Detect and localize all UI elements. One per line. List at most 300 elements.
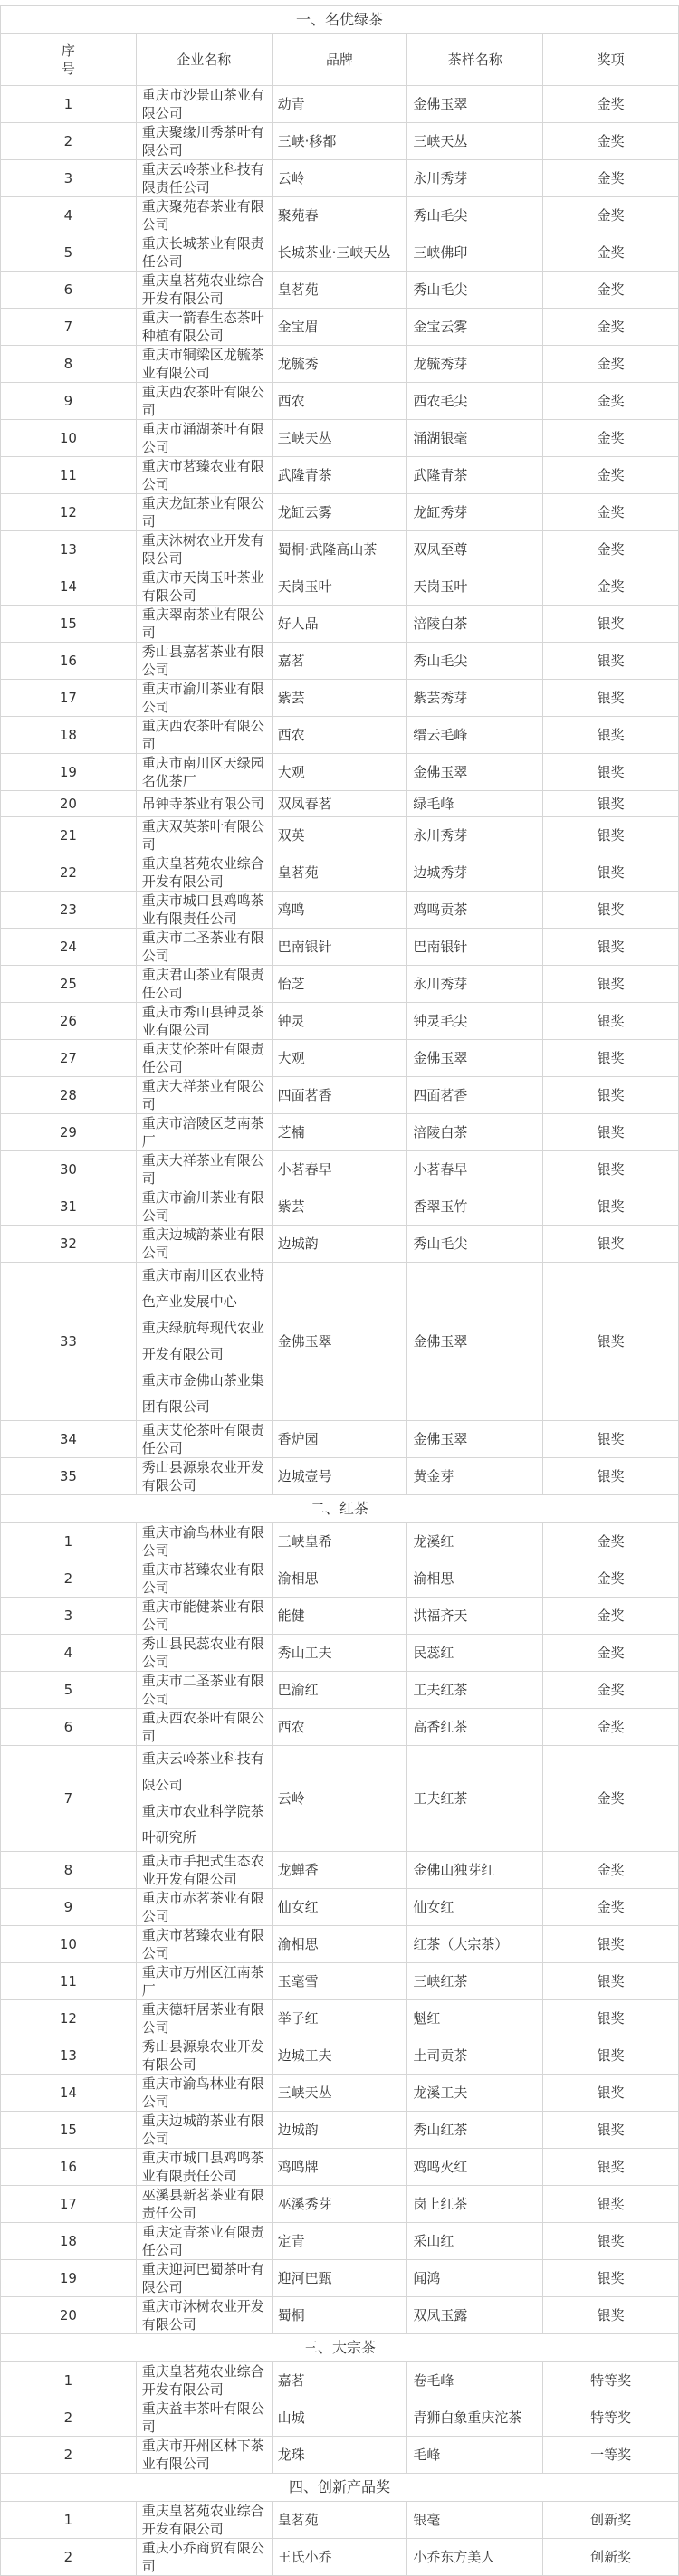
row-number: 8 xyxy=(1,1852,137,1889)
row-number: 31 xyxy=(1,1188,137,1226)
company-name xyxy=(136,383,272,420)
row-number: 17 xyxy=(1,680,137,717)
tea-name: 龙溪红 xyxy=(407,1523,543,1560)
tea-name: 三峡天丛 xyxy=(407,123,543,160)
company-name xyxy=(136,2539,272,2576)
row-number: 19 xyxy=(1,754,137,791)
award-level: 金奖 xyxy=(543,1746,679,1852)
company-name-line: 重庆艾伦茶叶有限责任公司 xyxy=(141,1422,264,1456)
tea-name: 卷毛峰 xyxy=(407,2362,543,2399)
table-row xyxy=(1,494,679,531)
company-name xyxy=(136,1889,272,1926)
company-name xyxy=(136,197,272,234)
brand-name: 山城 xyxy=(272,2399,407,2437)
company-name xyxy=(136,2297,272,2334)
row-number: 12 xyxy=(1,2000,137,2037)
row-number: 27 xyxy=(1,1040,137,1077)
tea-name: 金佛玉翠 xyxy=(407,1421,543,1458)
row-number: 34 xyxy=(1,1421,137,1458)
brand-name: 秀山工夫 xyxy=(272,1635,407,1672)
award-level: 金奖 xyxy=(543,197,679,234)
header-no: 序 号 xyxy=(1,34,137,86)
company-name-line: 重庆市渝川茶业有限公司 xyxy=(141,1189,264,1224)
table-row xyxy=(1,1040,679,1077)
company-name xyxy=(136,1458,272,1495)
tea-name: 龙溪工夫 xyxy=(407,2075,543,2112)
table-row xyxy=(1,383,679,420)
company-name xyxy=(136,817,272,854)
brand-name: 动青 xyxy=(272,86,407,123)
row-number: 7 xyxy=(1,309,137,346)
row-number: 9 xyxy=(1,1889,137,1926)
brand-name: 嘉茗 xyxy=(272,2362,407,2399)
row-number: 20 xyxy=(1,791,137,817)
award-level: 银奖 xyxy=(543,1926,679,1963)
company-name-line: 重庆皇茗苑农业综合开发有限公司 xyxy=(141,2503,264,2537)
company-name-line: 重庆云岭茶业科技有限责任公司 xyxy=(141,161,264,196)
tea-name: 洪福齐天 xyxy=(407,1598,543,1635)
table-row xyxy=(1,754,679,791)
row-number: 1 xyxy=(1,1523,137,1560)
award-level: 银奖 xyxy=(543,2075,679,2112)
award-level: 银奖 xyxy=(543,892,679,929)
award-level: 银奖 xyxy=(543,717,679,754)
brand-name: 玉毫雪 xyxy=(272,1963,407,2000)
row-number: 4 xyxy=(1,197,137,234)
tea-name: 小乔东方美人 xyxy=(407,2539,543,2576)
company-name-line: 重庆一箭春生态茶叶种植有限公司 xyxy=(141,310,264,344)
company-name-line: 重庆市农业科学院茶叶研究所 xyxy=(141,1803,264,1846)
tea-name: 三峡佛印 xyxy=(407,234,543,272)
company-name-line: 重庆益丰茶叶有限公司 xyxy=(141,2400,264,2435)
company-name xyxy=(136,2186,272,2223)
row-number: 18 xyxy=(1,717,137,754)
row-number: 16 xyxy=(1,643,137,680)
company-name-line: 重庆市开州区林下茶业有限公司 xyxy=(141,2438,264,2472)
tea-name: 金宝云雾 xyxy=(407,309,543,346)
tea-name: 秀山毛尖 xyxy=(407,643,543,680)
company-name-line: 吊钟寺茶业有限公司 xyxy=(141,796,264,812)
company-name-line: 重庆大祥茶业有限公司 xyxy=(141,1078,264,1112)
award-level: 金奖 xyxy=(543,1852,679,1889)
award-level: 银奖 xyxy=(543,791,679,817)
row-number: 14 xyxy=(1,568,137,606)
tea-name: 金佛玉翠 xyxy=(407,86,543,123)
award-level: 银奖 xyxy=(543,966,679,1003)
company-name xyxy=(136,272,272,309)
company-name xyxy=(136,966,272,1003)
brand-name: 香炉园 xyxy=(272,1421,407,1458)
brand-name: 渝相思 xyxy=(272,1926,407,1963)
header-company: 企业名称 xyxy=(136,34,272,86)
table-row xyxy=(1,717,679,754)
brand-name: 边城工夫 xyxy=(272,2037,407,2075)
company-name-line: 重庆市城口县鸡鸣茶业有限责任公司 xyxy=(141,892,264,927)
row-number: 1 xyxy=(1,86,137,123)
award-level: 银奖 xyxy=(543,817,679,854)
company-name-line: 重庆市涪陵区芝南茶厂 xyxy=(141,1115,264,1150)
table-row xyxy=(1,1852,679,1889)
company-name xyxy=(136,346,272,383)
row-number: 7 xyxy=(1,1746,137,1852)
table-row xyxy=(1,531,679,568)
table-row xyxy=(1,1560,679,1598)
award-level: 银奖 xyxy=(543,1263,679,1421)
company-name xyxy=(136,1188,272,1226)
tea-name: 金佛玉翠 xyxy=(407,754,543,791)
row-number: 14 xyxy=(1,2075,137,2112)
company-name-line: 重庆西农茶叶有限公司 xyxy=(141,1710,264,1744)
company-name xyxy=(136,123,272,160)
table-row xyxy=(1,2260,679,2297)
company-name-line: 重庆大祥茶业有限公司 xyxy=(141,1152,264,1187)
award-level: 银奖 xyxy=(543,643,679,680)
company-name-line: 重庆市万州区江南茶厂 xyxy=(141,1964,264,1999)
row-number: 2 xyxy=(1,2437,137,2474)
tea-name: 工夫红茶 xyxy=(407,1672,543,1709)
brand-name: 鸡鸣 xyxy=(272,892,407,929)
award-level: 银奖 xyxy=(543,929,679,966)
table-row xyxy=(1,606,679,643)
row-number: 5 xyxy=(1,1672,137,1709)
section-title-row xyxy=(1,2334,679,2362)
company-name xyxy=(136,420,272,457)
award-level: 金奖 xyxy=(543,1635,679,1672)
table-row xyxy=(1,643,679,680)
brand-name: 云岭 xyxy=(272,1746,407,1852)
company-name xyxy=(136,2223,272,2260)
brand-name: 金宝眉 xyxy=(272,309,407,346)
tea-name: 土司贡茶 xyxy=(407,2037,543,2075)
brand-name: 举子红 xyxy=(272,2000,407,2037)
row-number: 13 xyxy=(1,531,137,568)
row-number: 15 xyxy=(1,2112,137,2149)
company-name xyxy=(136,1003,272,1040)
company-name-line: 秀山县源泉农业开发有限公司 xyxy=(141,1459,264,1493)
table-row xyxy=(1,2037,679,2075)
row-number: 35 xyxy=(1,1458,137,1495)
tea-name: 三峡红茶 xyxy=(407,1963,543,2000)
company-name xyxy=(136,2037,272,2075)
brand-name: 迎河巴甄 xyxy=(272,2260,407,2297)
section-title-row xyxy=(1,6,679,34)
table-row xyxy=(1,2075,679,2112)
company-name xyxy=(136,1709,272,1746)
table-row xyxy=(1,2223,679,2260)
row-number: 32 xyxy=(1,1226,137,1263)
table-row xyxy=(1,854,679,892)
company-name xyxy=(136,754,272,791)
brand-name: 双凤春茗 xyxy=(272,791,407,817)
company-name xyxy=(136,791,272,817)
company-name xyxy=(136,531,272,568)
company-name-line: 重庆市沙景山茶业有限公司 xyxy=(141,87,264,121)
row-number: 24 xyxy=(1,929,137,966)
company-name xyxy=(136,2362,272,2399)
tea-name: 青狮白象重庆沱茶 xyxy=(407,2399,543,2437)
company-name-line: 重庆市涌湖茶叶有限公司 xyxy=(141,421,264,455)
company-name-line: 巫溪县新茗茶业有限责任公司 xyxy=(141,2187,264,2221)
table-row xyxy=(1,272,679,309)
section-title-row xyxy=(1,2474,679,2502)
brand-name: 大观 xyxy=(272,754,407,791)
company-name-line: 重庆市茗臻农业有限公司 xyxy=(141,1561,264,1596)
award-level: 金奖 xyxy=(543,1560,679,1598)
company-name-line: 重庆市天岗玉叶茶业有限公司 xyxy=(141,569,264,604)
award-level: 银奖 xyxy=(543,1188,679,1226)
row-number: 2 xyxy=(1,2399,137,2437)
company-name xyxy=(136,1560,272,1598)
row-number: 12 xyxy=(1,494,137,531)
award-level: 银奖 xyxy=(543,1114,679,1151)
table-row xyxy=(1,420,679,457)
brand-name: 小茗春早 xyxy=(272,1151,407,1188)
table-row xyxy=(1,1226,679,1263)
brand-name: 好人品 xyxy=(272,606,407,643)
award-table xyxy=(0,5,679,2576)
row-number: 3 xyxy=(1,160,137,197)
award-level: 银奖 xyxy=(543,606,679,643)
tea-name: 天岗玉叶 xyxy=(407,568,543,606)
company-name-line: 重庆定青茶业有限责任公司 xyxy=(141,2224,264,2258)
company-name-line: 重庆边城韵茶业有限公司 xyxy=(141,2113,264,2147)
brand-name: 边城韵 xyxy=(272,1226,407,1263)
company-name xyxy=(136,1151,272,1188)
brand-name: 龙毓秀 xyxy=(272,346,407,383)
award-level: 金奖 xyxy=(543,86,679,123)
tea-name: 永川秀芽 xyxy=(407,817,543,854)
tea-name: 西农毛尖 xyxy=(407,383,543,420)
brand-name: 龙珠 xyxy=(272,2437,407,2474)
table-row xyxy=(1,568,679,606)
company-name xyxy=(136,1963,272,2000)
brand-name: 怡芝 xyxy=(272,966,407,1003)
company-name xyxy=(136,2399,272,2437)
award-level: 金奖 xyxy=(543,568,679,606)
award-level: 银奖 xyxy=(543,1040,679,1077)
brand-name: 三峡·移都 xyxy=(272,123,407,160)
company-name-line: 重庆皇茗苑农业综合开发有限公司 xyxy=(141,2363,264,2398)
tea-name: 双凤玉露 xyxy=(407,2297,543,2334)
tea-name: 紫芸秀芽 xyxy=(407,680,543,717)
company-name xyxy=(136,2075,272,2112)
row-number: 18 xyxy=(1,2223,137,2260)
award-level: 银奖 xyxy=(543,1151,679,1188)
award-level: 金奖 xyxy=(543,531,679,568)
award-level: 金奖 xyxy=(543,346,679,383)
company-name xyxy=(136,892,272,929)
company-name-line: 重庆市秀山县钟灵茶业有限公司 xyxy=(141,1004,264,1038)
table-header-row xyxy=(1,34,679,86)
table-row xyxy=(1,2437,679,2474)
tea-name: 武隆青茶 xyxy=(407,457,543,494)
tea-name: 秀山毛尖 xyxy=(407,272,543,309)
award-level: 银奖 xyxy=(543,854,679,892)
table-row xyxy=(1,197,679,234)
company-name-line: 重庆皇茗苑农业综合开发有限公司 xyxy=(141,272,264,307)
brand-name: 蜀桐 xyxy=(272,2297,407,2334)
company-name xyxy=(136,1598,272,1635)
tea-name: 毛峰 xyxy=(407,2437,543,2474)
award-level: 金奖 xyxy=(543,383,679,420)
award-level: 银奖 xyxy=(543,2112,679,2149)
brand-name: 三峡天丛 xyxy=(272,2075,407,2112)
brand-name: 巴渝红 xyxy=(272,1672,407,1709)
company-name-line: 重庆云岭茶业科技有限公司 xyxy=(141,1751,264,1793)
table-row xyxy=(1,1263,679,1421)
row-number: 28 xyxy=(1,1077,137,1114)
row-number: 26 xyxy=(1,1003,137,1040)
section-title: 一、名优绿茶 xyxy=(1,6,679,34)
company-name xyxy=(136,854,272,892)
award-level: 银奖 xyxy=(543,1226,679,1263)
table-row xyxy=(1,966,679,1003)
company-name-line: 重庆双英茶叶有限公司 xyxy=(141,818,264,853)
table-row xyxy=(1,1709,679,1746)
row-number: 21 xyxy=(1,817,137,854)
table-row xyxy=(1,1523,679,1560)
row-number: 6 xyxy=(1,1709,137,1746)
row-number: 25 xyxy=(1,966,137,1003)
tea-name: 魁红 xyxy=(407,2000,543,2037)
row-number: 2 xyxy=(1,123,137,160)
award-level: 金奖 xyxy=(543,420,679,457)
brand-name: 长城茶业·三峡天丛 xyxy=(272,234,407,272)
award-level: 金奖 xyxy=(543,1709,679,1746)
brand-name: 王氏小乔 xyxy=(272,2539,407,2576)
company-name-line: 重庆市金佛山茶业集团有限公司 xyxy=(141,1372,264,1415)
brand-name: 巴南银针 xyxy=(272,929,407,966)
tea-name: 民蕊红 xyxy=(407,1635,543,1672)
brand-name: 双英 xyxy=(272,817,407,854)
company-name xyxy=(136,234,272,272)
row-number: 13 xyxy=(1,2037,137,2075)
table-row xyxy=(1,2112,679,2149)
tea-name: 秀山红茶 xyxy=(407,2112,543,2149)
row-number: 11 xyxy=(1,1963,137,2000)
award-level: 金奖 xyxy=(543,457,679,494)
company-name xyxy=(136,2149,272,2186)
row-number: 8 xyxy=(1,346,137,383)
table-row xyxy=(1,160,679,197)
tea-name: 鸡鸣火红 xyxy=(407,2149,543,2186)
company-name-line: 重庆聚缘川秀茶叶有限公司 xyxy=(141,124,264,158)
award-level: 一等奖 xyxy=(543,2437,679,2474)
table-row xyxy=(1,1672,679,1709)
award-level: 金奖 xyxy=(543,234,679,272)
brand-name: 三峡皇希 xyxy=(272,1523,407,1560)
brand-name: 皇茗苑 xyxy=(272,854,407,892)
brand-name: 西农 xyxy=(272,1709,407,1746)
award-level: 特等奖 xyxy=(543,2399,679,2437)
tea-name: 双凤至尊 xyxy=(407,531,543,568)
company-name-line: 秀山县民蕊农业有限公司 xyxy=(141,1636,264,1670)
tea-name: 红茶（大宗茶） xyxy=(407,1926,543,1963)
company-name-line: 重庆艾伦茶叶有限责任公司 xyxy=(141,1041,264,1075)
table-row xyxy=(1,123,679,160)
table-row xyxy=(1,1746,679,1852)
brand-name: 鸡鸣牌 xyxy=(272,2149,407,2186)
company-name-line: 重庆德轩居茶业有限公司 xyxy=(141,2001,264,2036)
award-level: 金奖 xyxy=(543,309,679,346)
row-number: 10 xyxy=(1,420,137,457)
row-number: 29 xyxy=(1,1114,137,1151)
award-level: 金奖 xyxy=(543,1672,679,1709)
brand-name: 金佛玉翠 xyxy=(272,1263,407,1421)
brand-name: 皇茗苑 xyxy=(272,2502,407,2539)
brand-name: 紫芸 xyxy=(272,680,407,717)
company-name xyxy=(136,1746,272,1852)
tea-name: 仙女红 xyxy=(407,1889,543,1926)
award-level: 银奖 xyxy=(543,2037,679,2075)
award-level: 金奖 xyxy=(543,160,679,197)
table-row xyxy=(1,1889,679,1926)
brand-name: 能健 xyxy=(272,1598,407,1635)
award-level: 银奖 xyxy=(543,2260,679,2297)
company-name-line: 重庆翠南茶业有限公司 xyxy=(141,606,264,641)
table-row xyxy=(1,791,679,817)
brand-name: 钟灵 xyxy=(272,1003,407,1040)
company-name xyxy=(136,1226,272,1263)
section-title: 二、红茶 xyxy=(1,1495,679,1523)
company-name-line: 重庆市南川区农业特色产业发展中心 xyxy=(141,1267,264,1310)
row-number: 1 xyxy=(1,2362,137,2399)
company-name-line: 重庆市二圣茶业有限公司 xyxy=(141,930,264,964)
tea-name: 永川秀芽 xyxy=(407,966,543,1003)
company-name-line: 重庆市南川区天绿园名优茶厂 xyxy=(141,755,264,789)
table-row xyxy=(1,234,679,272)
company-name-line: 重庆小乔商贸有限公司 xyxy=(141,2540,264,2574)
company-name-line: 重庆长城茶业有限责任公司 xyxy=(141,235,264,270)
table-row xyxy=(1,1003,679,1040)
table-row xyxy=(1,1926,679,1963)
company-name xyxy=(136,2260,272,2297)
award-level: 银奖 xyxy=(543,680,679,717)
table-row xyxy=(1,1963,679,2000)
company-name xyxy=(136,2437,272,2474)
award-level: 创新奖 xyxy=(543,2539,679,2576)
tea-name: 永川秀芽 xyxy=(407,160,543,197)
company-name-line: 重庆迎河巴蜀茶叶有限公司 xyxy=(141,2261,264,2295)
table-row xyxy=(1,817,679,854)
row-number: 17 xyxy=(1,2186,137,2223)
award-level: 金奖 xyxy=(543,1523,679,1560)
tea-name: 龙毓秀芽 xyxy=(407,346,543,383)
award-level: 银奖 xyxy=(543,2000,679,2037)
tea-name: 鸡鸣贡茶 xyxy=(407,892,543,929)
award-level: 金奖 xyxy=(543,494,679,531)
tea-name: 香翠玉竹 xyxy=(407,1188,543,1226)
table-row xyxy=(1,2149,679,2186)
tea-name: 缙云毛峰 xyxy=(407,717,543,754)
company-name-line: 重庆市渝鸟林业有限公司 xyxy=(141,1524,264,1559)
company-name-line: 重庆边城韵茶业有限公司 xyxy=(141,1226,264,1261)
tea-name: 高香红茶 xyxy=(407,1709,543,1746)
section-title: 四、创新产品奖 xyxy=(1,2474,679,2502)
company-name xyxy=(136,1263,272,1421)
table-row xyxy=(1,2362,679,2399)
company-name xyxy=(136,606,272,643)
table-row xyxy=(1,1421,679,1458)
company-name-line: 重庆市铜梁区龙毓茶业有限公司 xyxy=(141,347,264,381)
company-name-line: 重庆市渝川茶业有限公司 xyxy=(141,681,264,715)
company-name xyxy=(136,1926,272,1963)
table-row xyxy=(1,1077,679,1114)
company-name xyxy=(136,2502,272,2539)
company-name xyxy=(136,86,272,123)
tea-name: 黄金芽 xyxy=(407,1458,543,1495)
table-row xyxy=(1,2539,679,2576)
